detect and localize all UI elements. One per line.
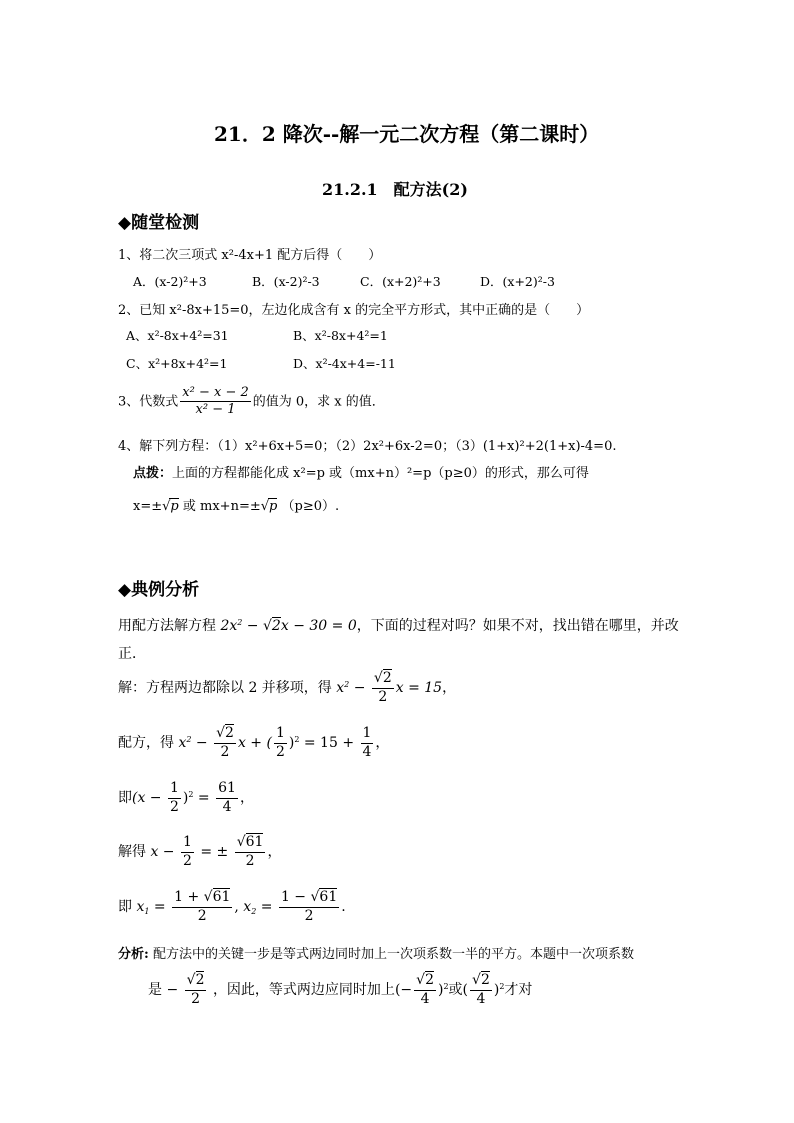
hint-line2-b: 或 mx+n=± [182,499,261,514]
intro-a: 用配方法解方程 [118,618,216,634]
hint-text: 上面的方程都能化成 x²=p 或（mx+n）²=p（p≥0）的形式，那么可得 [172,466,589,481]
page-subtitle: 21.2.1 配方法(2) [322,180,468,199]
example-intro [118,615,679,635]
analysis-line2: 是 − $\frac{√2}{2}$ ，因此，等式两边应同时加上(− $\frac{√2}{4}$ )$^2$或( $\frac{√2}{4}$ )$^2$才对 [148,972,533,1007]
solution-step-3: 即(x − $\frac{1}{2}$ )$^2$ = $\frac{61}{4}$ ， [118,780,254,815]
solution-step-2: 配方，得 $x^2$ − $\frac{√2}{2}$ x + ( $\frac{1}{2}$ )$^2$ = 15 + $\frac{1}{4}$ ， [118,725,390,760]
q2-option-a: A、x²-8x+4²=31 [126,328,229,343]
hint-line2-a: x=± [133,499,163,514]
solution-step-4: 解得 x − $\frac{1}{2}$ = ± $\frac{√61}{2}$ ， [118,834,282,869]
step4-text: 解得 [118,844,146,860]
question-3 [118,385,385,419]
page-title: 21．2 降次--解一元二次方程（第二课时） [214,122,600,146]
question-4: 4、解下列方程：（1）x²+6x+5=0；（2）2x²+6x-2=0；（3）(1+x)²+2(1+x)-4=0. [118,439,617,454]
intro-b: ，下面的过程对吗？如果不对，找出错在哪里，并改 [356,618,679,634]
q2-option-d: D、x²-4x+4=-11 [293,356,396,371]
analysis-label: 分析: [118,947,149,962]
analysis [118,943,634,962]
analysis-line2-b: ，因此，等式两边应同时加上 [212,982,395,998]
q2-option-b: B、x²-8x+4²=1 [293,328,388,343]
step3-text: 即 [118,790,132,806]
example-intro-c: 正． [118,646,146,662]
solution-step-5: 即 $x_1$ = $\frac{1 + √61}{2}$ , $x_2$ = $\frac{1 - √61}{2}$ . [118,889,346,924]
q3-suffix: 的值为 0，求 x 的值． [252,394,385,410]
q3-denominator: x² − 1 [180,401,250,418]
q2-option-c: C、x²+8x+4²=1 [126,356,228,371]
example-equation: $2x^2 - √2x - 30 = 0$ [220,618,357,634]
question-1: 1、将二次三项式 x²-4x+1 配方后得（ ） [118,248,382,263]
sqrt-p-2: √p [260,499,278,514]
q1-option-d: D．(x+2)²-3 [480,274,555,289]
q4-hint [133,462,589,481]
q1-option-c: C．(x+2)²+3 [360,274,441,289]
step5-text: 即 [118,899,132,915]
analysis-line2-c: 或 [448,982,463,998]
section-heading-example: ◆典例分析 [118,580,200,600]
frac-sqrt2-over-2: $\frac{√2}{2}$ [373,670,392,705]
q4-hint-line2 [133,495,339,514]
q3-fraction [180,385,250,419]
section-heading-practice: ◆随堂检测 [118,213,200,233]
q3-numerator: x² − x − 2 [182,385,249,400]
q1-option-a: A．(x-2)²+3 [133,274,207,289]
hint-line2-c: （p≥0）. [281,499,340,514]
hint-label: 点拨： [133,466,173,481]
sqrt-p-1: √p [162,499,179,514]
q3-prefix: 3、代数式 [118,394,179,410]
analysis-line2-d: 才对 [504,982,533,998]
q1-option-b: B．(x-2)²-3 [252,274,320,289]
step2-text: 配方，得 [118,735,174,751]
analysis-text: 配方法中的关键一步是等式两边同时加上一次项系数一半的平方。本题中一次项系数 [152,947,634,962]
step1-text: 解：方程两边都除以 2 并移项，得 [118,680,332,696]
solution-step-1: 解：方程两边都除以 2 并移项，得 $x^2$ − $\frac{√2}{2}$ x = 15， [118,670,457,705]
question-2: 2、已知 x²-8x+15=0，左边化成含有 x 的完全平方形式，其中正确的是（ ） [118,303,590,318]
analysis-line2-a: 是 [148,982,162,998]
